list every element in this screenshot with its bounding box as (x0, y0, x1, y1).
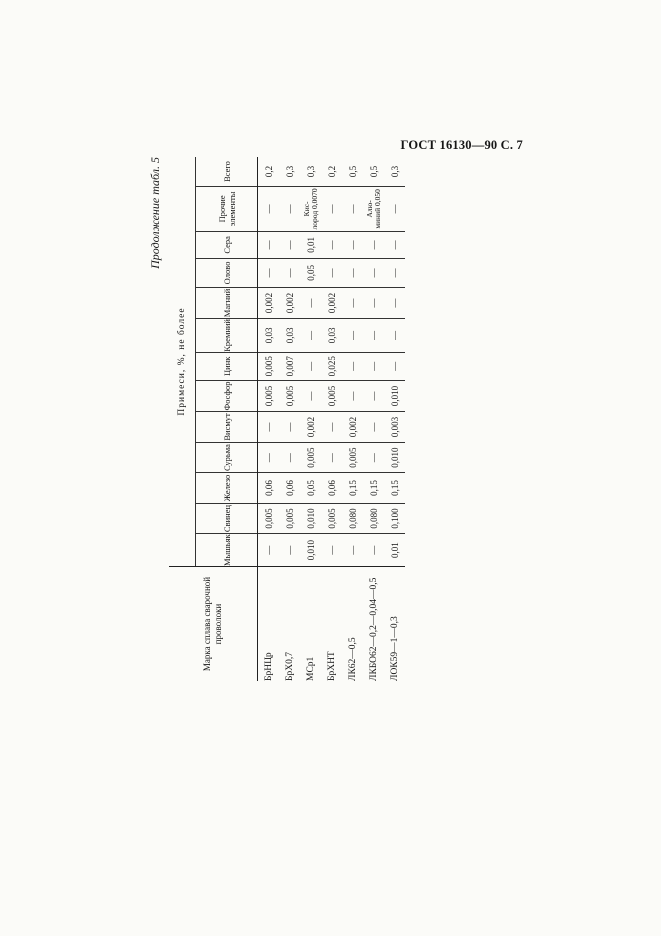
table-cell: — (363, 319, 384, 353)
table-cell: — (342, 319, 363, 353)
table-cell: 0,3 (305, 165, 316, 178)
table-cell: 0,003 (384, 412, 405, 443)
table-cell: — (384, 258, 405, 287)
table-cell: — (279, 412, 300, 443)
table-cell: 0,01 (300, 231, 321, 258)
table-cell: 0,05 (300, 473, 321, 503)
table-cell: 0,005 (258, 380, 280, 411)
table-cell: — (300, 352, 321, 380)
column-header: Олово (196, 258, 258, 287)
table-row (300, 157, 321, 681)
column-header: Сера (196, 231, 258, 258)
table-cell: — (342, 258, 363, 287)
table-cell: 0,005 (258, 352, 280, 380)
table-cell: — (342, 187, 363, 232)
column-header: Цинк (196, 352, 258, 380)
table-cell: 0,007 (279, 352, 300, 380)
table-cell: 0,080 (342, 503, 363, 534)
page-header: ГОСТ 16130—90 С. 7 (400, 138, 523, 152)
table-cell (363, 187, 384, 232)
table-cell: 0,3 (389, 165, 400, 178)
cell-line: миний 0,050 (372, 189, 382, 229)
grade-cell: БрНЦр (258, 567, 280, 681)
table-cell: 0,01 (384, 534, 405, 567)
table-row (321, 157, 342, 681)
impurities-header: Примеси, %, не более (169, 157, 196, 567)
table-cell: 0,2 (263, 165, 274, 178)
table-cell: — (342, 231, 363, 258)
table-cell: 0,005 (300, 442, 321, 473)
table-cell: — (258, 187, 280, 232)
table-cell: — (363, 287, 384, 318)
table-cell: — (300, 380, 321, 411)
column-header: Висмут (196, 412, 258, 443)
table-cell: — (342, 380, 363, 411)
column-header: Всего (196, 157, 258, 187)
table-cell: — (279, 231, 300, 258)
table-cell: 0,06 (258, 473, 280, 503)
table-cell: — (384, 287, 405, 318)
column-header: Железо (196, 473, 258, 503)
table-row (258, 157, 280, 681)
grade-cell: МСр1 (300, 567, 321, 681)
table-cell: 0,06 (321, 473, 342, 503)
table-body (258, 157, 406, 681)
table-cell: 0,002 (300, 412, 321, 443)
table-cell: 0,010 (300, 503, 321, 534)
table-cell: 0,010 (300, 534, 321, 567)
cell-line: Кис- (301, 201, 311, 217)
table-cell: 0,15 (363, 473, 384, 503)
table-cell: 0,03 (321, 319, 342, 353)
table-cell: 0,005 (279, 380, 300, 411)
table-cell: — (384, 352, 405, 380)
table-cell: — (321, 187, 342, 232)
table-cell: — (321, 231, 342, 258)
column-header: Прочие элементы (196, 187, 258, 232)
table-cell: 0,002 (279, 287, 300, 318)
table-cell: — (279, 442, 300, 473)
table-cell: 0,005 (321, 380, 342, 411)
table-cell: — (363, 412, 384, 443)
rotated-table-block (146, 157, 426, 681)
table-row (342, 157, 363, 681)
cell-line: Алю- (364, 200, 374, 218)
table-cell: — (279, 258, 300, 287)
table-cell: — (321, 258, 342, 287)
table-cell: — (384, 187, 405, 232)
table-cell: 0,100 (384, 503, 405, 534)
table-cell: — (363, 380, 384, 411)
table-row (279, 157, 300, 681)
table-cell: 0,06 (279, 473, 300, 503)
table-cell: 0,05 (300, 258, 321, 287)
impurities-table (169, 157, 405, 681)
grade-column-header: Марка сплава сварочной проволоки (169, 567, 258, 681)
table-cell: — (384, 319, 405, 353)
table-cell: 0,002 (342, 412, 363, 443)
table-cell: — (342, 534, 363, 567)
grade-cell: ЛК62—0,5 (342, 567, 363, 681)
column-header: Сурьма (196, 442, 258, 473)
table-cell: — (363, 231, 384, 258)
table-cell: — (300, 319, 321, 353)
table-cell: — (300, 287, 321, 318)
table-cell: — (279, 534, 300, 567)
table-cell: 0,15 (384, 473, 405, 503)
table-cell: 0,005 (258, 503, 280, 534)
table-cell: 0,005 (321, 503, 342, 534)
column-header: Фосфор (196, 380, 258, 411)
table-cell: 0,5 (368, 165, 379, 178)
grade-cell: ЛОК59—1—0,3 (384, 567, 405, 681)
table-cell: 0,03 (279, 319, 300, 353)
column-header: Мышьяк (196, 534, 258, 567)
table-cell: — (258, 534, 280, 567)
table-cell: 0,15 (342, 473, 363, 503)
table-cell: — (258, 258, 280, 287)
table-cell: 0,2 (326, 165, 337, 178)
table-cell: — (363, 534, 384, 567)
grade-cell: БрХНТ (321, 567, 342, 681)
table-cell: — (258, 442, 280, 473)
cell-line: лород 0,0070 (309, 188, 319, 230)
table-cell: — (363, 352, 384, 380)
column-header: Магний (196, 287, 258, 318)
table-cell: 0,080 (363, 503, 384, 534)
table-cell: — (384, 231, 405, 258)
table-cell: — (258, 412, 280, 443)
table-cell: — (279, 187, 300, 232)
table-cell: 0,005 (279, 503, 300, 534)
column-header: Свинец (196, 503, 258, 534)
table-cell: 0,010 (384, 442, 405, 473)
table-row (363, 157, 384, 681)
table-cell: 0,03 (258, 319, 280, 353)
table-cell: 0,005 (342, 442, 363, 473)
table-cell: — (258, 231, 280, 258)
table-cell (300, 187, 321, 232)
table-cell: — (342, 352, 363, 380)
table-continuation-label: Продолжение табл. 5 (148, 157, 162, 269)
table-cell: 0,5 (347, 165, 358, 178)
table-cell: 0,002 (321, 287, 342, 318)
table-cell: — (363, 258, 384, 287)
table-cell: 0,3 (284, 165, 295, 178)
table-cell: 0,010 (384, 380, 405, 411)
table-row (384, 157, 405, 681)
table-cell: — (321, 412, 342, 443)
table-cell: — (321, 442, 342, 473)
grade-cell: ЛКБО62—0,2—0,04—0,5 (363, 567, 384, 681)
table-cell: 0,025 (321, 352, 342, 380)
table-cell: — (321, 534, 342, 567)
grade-cell: БрХ0,7 (279, 567, 300, 681)
table-cell: — (363, 442, 384, 473)
column-header: Кремний (196, 319, 258, 353)
table-cell: 0,002 (258, 287, 280, 318)
table-cell: — (342, 287, 363, 318)
